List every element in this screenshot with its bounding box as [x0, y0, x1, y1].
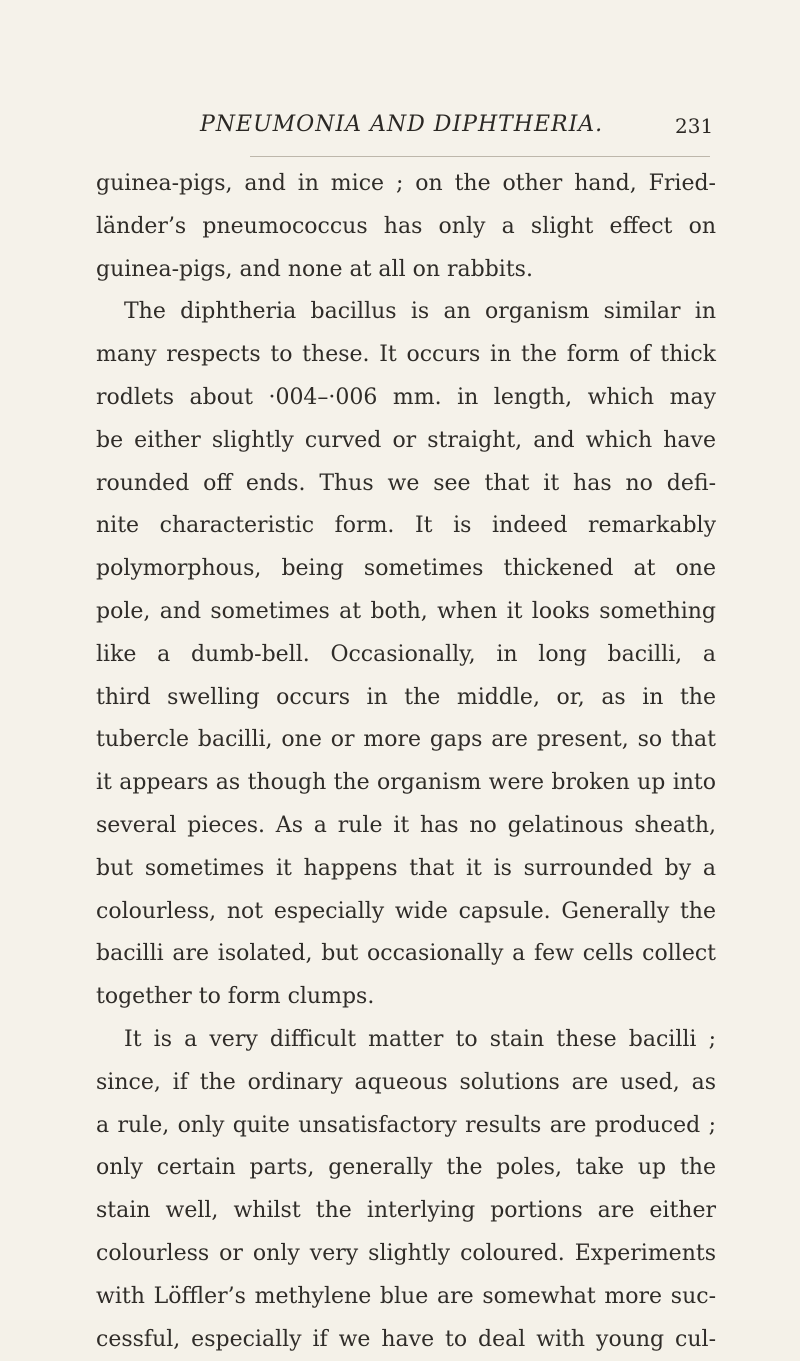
text-line: like a dumb-bell. Occasionally, in long bacilli, a: [96, 641, 716, 667]
body-text: [96, 163, 716, 1361]
text-line: länder’s pneumococcus has only a slight effect on: [96, 213, 716, 239]
text-line: It is a very difficult matter to stain these bacilli ;: [124, 1026, 716, 1052]
text-line: many respects to these. It occurs in the form of thick: [96, 342, 716, 368]
text-line: guinea-pigs, and none at all on rabbits.: [96, 256, 533, 282]
text-line: third swelling occurs in the middle, or, as in the: [96, 684, 716, 710]
text-line: stain well, whilst the interlying portions are either: [96, 1198, 716, 1224]
text-line: rodlets about ·004–·006 mm. in length, which may: [96, 384, 716, 410]
text-line: nite characteristic form. It is indeed remarkably: [96, 513, 716, 539]
running-head: PNEUMONIA AND DIPHTHERIA.: [200, 112, 604, 137]
header-rule: [250, 156, 710, 157]
text-line: be either slightly curved or straight, and which have: [96, 427, 716, 453]
text-line: pole, and sometimes at both, when it looks something: [96, 598, 716, 624]
text-line: colourless, not especially wide capsule. Generally the: [96, 898, 716, 924]
text-line: several pieces. As a rule it has no gelatinous sheath,: [96, 812, 716, 838]
text-line: rounded off ends. Thus we see that it has no defi-: [96, 470, 716, 496]
text-line: only certain parts, generally the poles, take up the: [96, 1155, 716, 1181]
text-line: The diphtheria bacillus is an organism similar in: [124, 299, 716, 325]
text-line: guinea-pigs, and in mice ; on the other hand, Fried-: [96, 171, 716, 196]
text-line: polymorphous, being sometimes thickened at one: [96, 556, 716, 582]
text-line: a rule, only quite unsatisfactory results are produced ;: [96, 1112, 716, 1138]
text-line: with Löffler’s methylene blue are somewhat more suc-: [96, 1283, 716, 1309]
text-line: colourless or only very slightly coloured. Experiments: [96, 1240, 716, 1266]
text-line: tubercle bacilli, one or more gaps are present, so that: [96, 727, 716, 753]
text-line: but sometimes it happens that it is surrounded by a: [96, 855, 716, 881]
text-line: it appears as though the organism were broken up into: [96, 770, 716, 796]
page-number: 231: [675, 114, 714, 138]
text-line: cessful, especially if we have to deal with young cul-: [96, 1326, 716, 1352]
text-line: together to form clumps.: [96, 984, 375, 1010]
text-line: bacilli are isolated, but occasionally a few cells collect: [96, 941, 716, 967]
text-line: since, if the ordinary aqueous solutions are used, as: [96, 1069, 716, 1095]
